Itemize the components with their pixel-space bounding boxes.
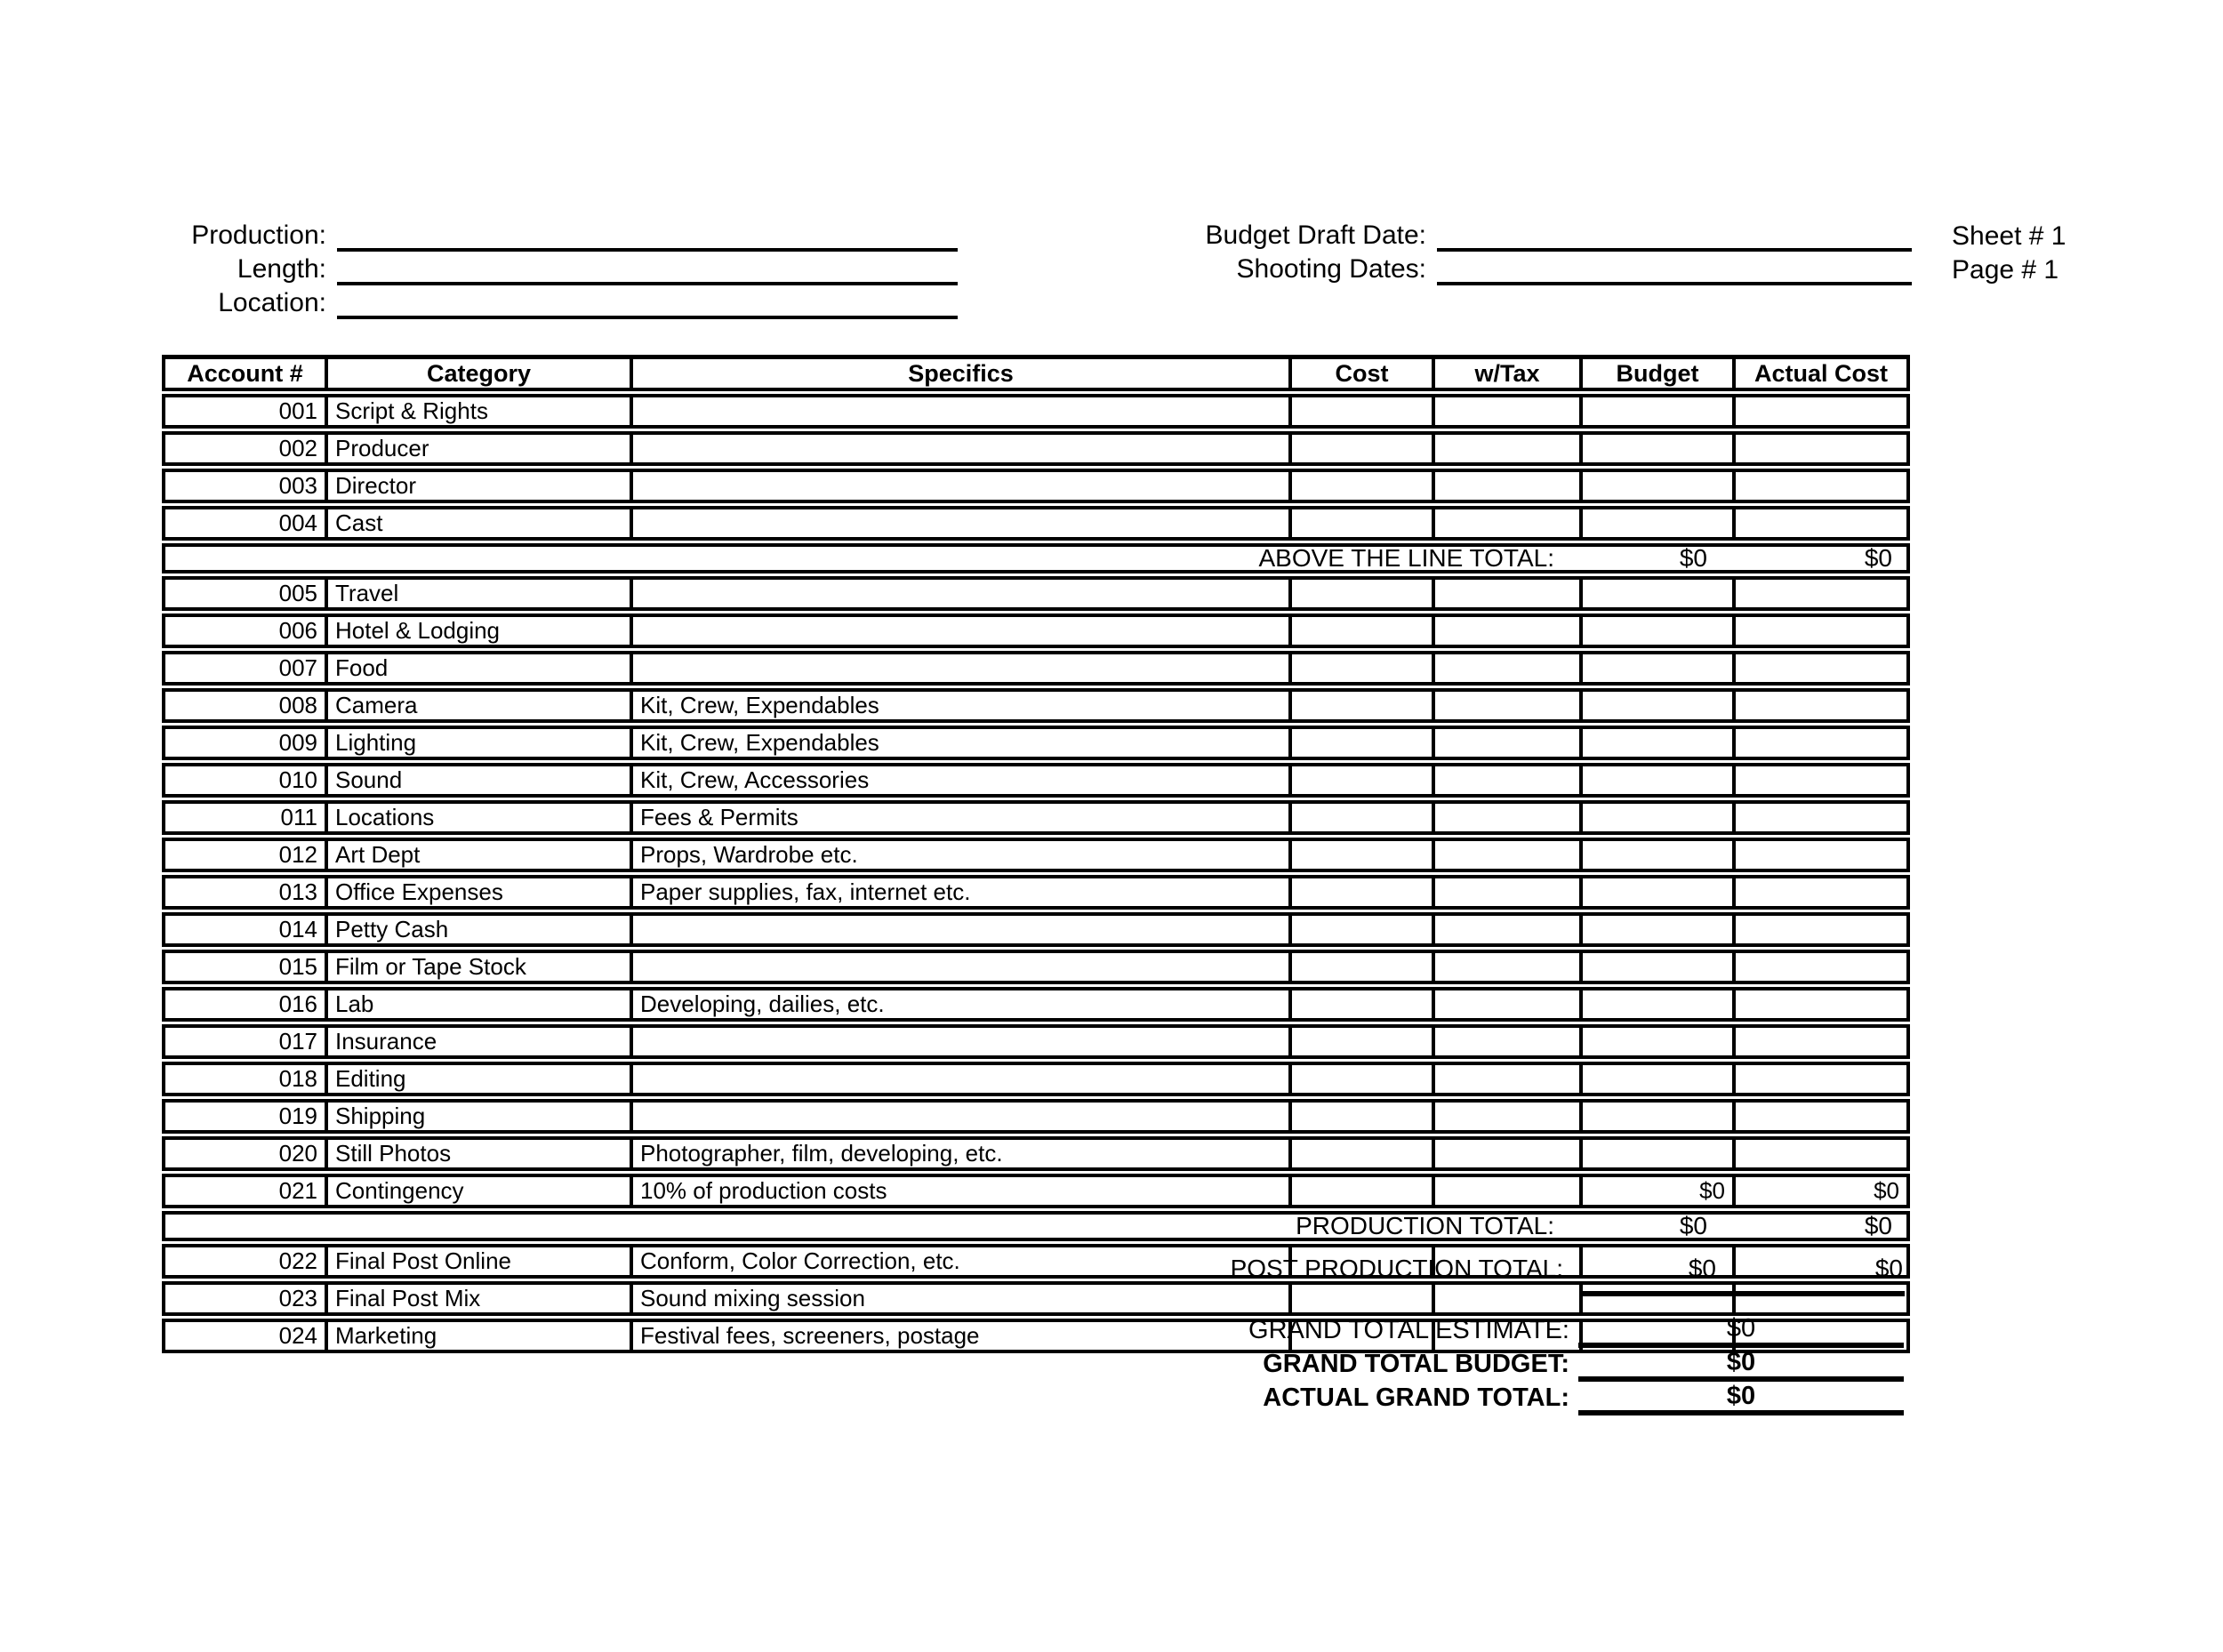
specifics-cell <box>633 613 1292 648</box>
cost-cell <box>1292 912 1435 947</box>
budget-cell <box>1583 613 1736 648</box>
budget-cell <box>1583 1024 1736 1059</box>
specifics-cell: Kit, Crew, Expendables <box>633 726 1292 760</box>
table-row-006 <box>162 613 1910 648</box>
post-production-total-actual: $0 <box>1874 1255 1903 1282</box>
shooting-dates-field <box>1049 253 1912 287</box>
specifics-cell: Fees & Permits <box>633 800 1292 835</box>
production-total-row <box>162 1211 1910 1241</box>
grand-total-estimate-value: $0 <box>1578 1314 1904 1348</box>
cost-cell <box>1292 950 1435 984</box>
shooting-dates-blank-line <box>1437 253 1912 285</box>
account-number-cell: 006 <box>162 613 328 648</box>
wtax-cell <box>1435 576 1583 611</box>
category-cell: Office Expenses <box>328 875 633 910</box>
post-production-total-budget: $0 <box>1688 1255 1716 1282</box>
budget-cell <box>1583 576 1736 611</box>
actual-cost-cell <box>1736 506 1910 541</box>
account-number-cell: 016 <box>162 987 328 1022</box>
category-cell: Petty Cash <box>328 912 633 947</box>
cost-cell <box>1292 651 1435 686</box>
budget-cell <box>1583 1281 1736 1316</box>
header-right-fields <box>1049 220 1912 287</box>
category-cell: Lighting <box>328 726 633 760</box>
grand-totals-block <box>162 1314 1904 1415</box>
budget-cell <box>1583 506 1736 541</box>
budget-cell <box>1583 800 1736 835</box>
category-cell: Lab <box>328 987 633 1022</box>
table-row-008 <box>162 688 1910 723</box>
table-row-016 <box>162 987 1910 1022</box>
table-row-019 <box>162 1099 1910 1134</box>
actual-cost-cell <box>1736 726 1910 760</box>
sheet-number: Sheet # 1 <box>1952 221 2067 251</box>
column-header-specifics: Specifics <box>633 355 1292 391</box>
specifics-cell: Kit, Crew, Expendables <box>633 688 1292 723</box>
category-cell: Final Post Online <box>328 1244 633 1279</box>
account-number-cell: 015 <box>162 950 328 984</box>
cost-cell <box>1292 838 1435 872</box>
category-cell: Editing <box>328 1062 633 1096</box>
budget-cell <box>1583 726 1736 760</box>
account-number-cell: 013 <box>162 875 328 910</box>
category-cell: Shipping <box>328 1099 633 1134</box>
budget-cell <box>1583 763 1736 798</box>
production-total-cell <box>162 1211 1910 1241</box>
wtax-cell <box>1435 1099 1583 1134</box>
wtax-cell <box>1435 1024 1583 1059</box>
budget-cell <box>1583 651 1736 686</box>
account-number-cell: 022 <box>162 1244 328 1279</box>
post-production-total-underline <box>1579 1291 1905 1296</box>
wtax-cell <box>1435 688 1583 723</box>
production-field <box>182 220 958 253</box>
specifics-cell <box>633 576 1292 611</box>
specifics-cell <box>633 1062 1292 1096</box>
table-row-014 <box>162 912 1910 947</box>
actual-grand-total-label: ACTUAL GRAND TOTAL: <box>1263 1383 1569 1412</box>
budget-draft-date-label: Budget Draft Date: <box>1205 221 1426 250</box>
column-header-actual-cost: Actual Cost <box>1736 355 1910 391</box>
production-total-label: PRODUCTION TOTAL: <box>1296 1212 1554 1239</box>
table-row-002 <box>162 431 1910 466</box>
cost-cell <box>1292 1136 1435 1171</box>
wtax-cell <box>1435 987 1583 1022</box>
table-row-001 <box>162 394 1910 429</box>
budget-cell <box>1583 912 1736 947</box>
specifics-cell: Photographer, film, developing, etc. <box>633 1136 1292 1171</box>
wtax-cell <box>1435 506 1583 541</box>
specifics-cell: Kit, Crew, Accessories <box>633 763 1292 798</box>
actual-cost-cell <box>1736 394 1910 429</box>
actual-cost-cell <box>1736 1062 1910 1096</box>
cost-cell <box>1292 1062 1435 1096</box>
specifics-cell <box>633 431 1292 466</box>
specifics-cell: 10% of production costs <box>633 1174 1292 1208</box>
grand-total-estimate-label: GRAND TOTAL ESTIMATE: <box>1248 1316 1569 1344</box>
actual-cost-cell: $0 <box>1736 1174 1910 1208</box>
actual-cost-cell <box>1736 912 1910 947</box>
cost-cell <box>1292 394 1435 429</box>
category-cell: Film or Tape Stock <box>328 950 633 984</box>
specifics-cell <box>633 651 1292 686</box>
category-cell: Marketing <box>328 1319 633 1353</box>
location-field <box>182 287 958 321</box>
account-number-cell: 001 <box>162 394 328 429</box>
table-row-005 <box>162 576 1910 611</box>
actual-cost-cell <box>1736 576 1910 611</box>
wtax-cell <box>1435 431 1583 466</box>
specifics-cell <box>633 912 1292 947</box>
wtax-cell <box>1435 950 1583 984</box>
sheet-page-block <box>1952 220 2066 287</box>
category-cell: Script & Rights <box>328 394 633 429</box>
account-number-cell: 002 <box>162 431 328 466</box>
account-number-cell: 008 <box>162 688 328 723</box>
category-cell: Producer <box>328 431 633 466</box>
table-row-017 <box>162 1024 1910 1059</box>
account-number-cell: 010 <box>162 763 328 798</box>
length-blank-line <box>337 253 958 285</box>
production-total-budget: $0 <box>1679 1212 1707 1239</box>
account-number-cell: 014 <box>162 912 328 947</box>
wtax-cell <box>1435 838 1583 872</box>
actual-cost-cell <box>1736 1024 1910 1059</box>
account-number-cell: 019 <box>162 1099 328 1134</box>
actual-cost-cell <box>1736 838 1910 872</box>
actual-cost-cell <box>1736 431 1910 466</box>
specifics-cell <box>633 1099 1292 1134</box>
actual-cost-cell <box>1736 875 1910 910</box>
account-number-cell: 021 <box>162 1174 328 1208</box>
grand-total-budget-label: GRAND TOTAL BUDGET: <box>1263 1350 1569 1378</box>
wtax-cell <box>1435 651 1583 686</box>
account-number-cell: 018 <box>162 1062 328 1096</box>
actual-cost-cell <box>1736 1099 1910 1134</box>
above-the-line-total-row <box>162 543 1910 573</box>
actual-cost-cell <box>1736 950 1910 984</box>
wtax-cell <box>1435 800 1583 835</box>
budget-cell <box>1583 1099 1736 1134</box>
shooting-dates-label: Shooting Dates: <box>1236 254 1426 284</box>
cost-cell <box>1292 613 1435 648</box>
budget-cell <box>1583 688 1736 723</box>
wtax-cell <box>1435 1281 1583 1316</box>
length-label: Length: <box>237 254 326 284</box>
column-header-cost: Cost <box>1292 355 1435 391</box>
actual-cost-cell <box>1736 613 1910 648</box>
wtax-cell <box>1435 1062 1583 1096</box>
column-header-budget: Budget <box>1583 355 1736 391</box>
specifics-cell <box>633 1024 1292 1059</box>
wtax-cell <box>1435 726 1583 760</box>
grand-total-budget-value: $0 <box>1578 1348 1904 1382</box>
account-number-cell: 023 <box>162 1281 328 1316</box>
account-number-cell: 011 <box>162 800 328 835</box>
account-number-cell: 024 <box>162 1319 328 1353</box>
category-cell: Sound <box>328 763 633 798</box>
cost-cell <box>1292 800 1435 835</box>
cost-cell <box>1292 763 1435 798</box>
post-production-total-row <box>162 1252 1910 1286</box>
specifics-cell: Props, Wardrobe etc. <box>633 838 1292 872</box>
category-cell: Cast <box>328 506 633 541</box>
budget-table <box>162 352 1910 1356</box>
wtax-cell <box>1435 875 1583 910</box>
specifics-cell: Sound mixing session <box>633 1281 1292 1316</box>
account-number-cell: 012 <box>162 838 328 872</box>
category-cell: Final Post Mix <box>328 1281 633 1316</box>
actual-cost-cell <box>1736 987 1910 1022</box>
specifics-cell: Developing, dailies, etc. <box>633 987 1292 1022</box>
budget-cell <box>1583 875 1736 910</box>
specifics-cell: Conform, Color Correction, etc. <box>633 1244 1292 1279</box>
above-the-line-total-cell <box>162 543 1910 573</box>
table-row-013 <box>162 875 1910 910</box>
budget-cell <box>1583 394 1736 429</box>
location-label: Location: <box>218 288 326 317</box>
table-row-011 <box>162 800 1910 835</box>
cost-cell <box>1292 506 1435 541</box>
location-blank-line <box>337 287 958 319</box>
specifics-cell <box>633 394 1292 429</box>
budget-draft-date-field <box>1049 220 1912 253</box>
actual-cost-cell <box>1736 688 1910 723</box>
budget-cell <box>1583 431 1736 466</box>
category-cell: Food <box>328 651 633 686</box>
budget-cell <box>1583 469 1736 503</box>
cost-cell <box>1292 726 1435 760</box>
cost-cell <box>1292 431 1435 466</box>
specifics-cell <box>633 950 1292 984</box>
budget-cell <box>1583 950 1736 984</box>
actual-cost-cell <box>1736 469 1910 503</box>
table-row-004 <box>162 506 1910 541</box>
account-number-cell: 005 <box>162 576 328 611</box>
production-blank-line <box>337 220 958 252</box>
cost-cell <box>1292 1024 1435 1059</box>
production-label: Production: <box>191 221 326 250</box>
column-header-wtax: w/Tax <box>1435 355 1583 391</box>
length-field <box>182 253 958 287</box>
cost-cell <box>1292 1281 1435 1316</box>
category-cell: Hotel & Lodging <box>328 613 633 648</box>
cost-cell <box>1292 875 1435 910</box>
actual-cost-cell <box>1736 1281 1910 1316</box>
budget-cell <box>1583 1062 1736 1096</box>
cost-cell <box>1292 469 1435 503</box>
cost-cell <box>1292 1174 1435 1208</box>
wtax-cell <box>1435 763 1583 798</box>
account-number-cell: 003 <box>162 469 328 503</box>
header-left-fields <box>182 220 958 321</box>
table-row-007 <box>162 651 1910 686</box>
cost-cell <box>1292 688 1435 723</box>
budget-cell <box>1583 838 1736 872</box>
actual-grand-total-value: $0 <box>1578 1382 1904 1415</box>
table-row-015 <box>162 950 1910 984</box>
account-number-cell: 017 <box>162 1024 328 1059</box>
column-header-account: Account # <box>162 355 328 391</box>
cost-cell <box>1292 987 1435 1022</box>
actual-cost-cell <box>1736 1136 1910 1171</box>
post-production-total-label: POST PRODUCTION TOTAL: <box>1230 1255 1563 1282</box>
grand-total-budget-row <box>162 1348 1904 1382</box>
account-number-cell: 020 <box>162 1136 328 1171</box>
category-cell: Locations <box>328 800 633 835</box>
table-row-018 <box>162 1062 1910 1096</box>
cost-cell <box>1292 576 1435 611</box>
above-the-line-total-label: ABOVE THE LINE TOTAL: <box>1258 544 1554 572</box>
table-row-010 <box>162 763 1910 798</box>
budget-cell: $0 <box>1583 1174 1736 1208</box>
table-header-row <box>162 355 1910 391</box>
category-cell: Art Dept <box>328 838 633 872</box>
table-row-009 <box>162 726 1910 760</box>
budget-draft-date-blank-line <box>1437 220 1912 252</box>
page-number: Page # 1 <box>1952 255 2059 285</box>
actual-grand-total-row <box>162 1382 1904 1415</box>
category-cell: Camera <box>328 688 633 723</box>
actual-cost-cell <box>1736 763 1910 798</box>
budget-cell <box>1583 987 1736 1022</box>
specifics-cell <box>633 469 1292 503</box>
category-cell: Still Photos <box>328 1136 633 1171</box>
category-cell: Director <box>328 469 633 503</box>
category-cell: Contingency <box>328 1174 633 1208</box>
actual-cost-cell <box>1736 651 1910 686</box>
table-row-020 <box>162 1136 1910 1171</box>
column-header-category: Category <box>328 355 633 391</box>
account-number-cell: 004 <box>162 506 328 541</box>
category-cell: Travel <box>328 576 633 611</box>
wtax-cell <box>1435 1174 1583 1208</box>
cost-cell <box>1292 1099 1435 1134</box>
production-total-actual: $0 <box>1864 1212 1892 1239</box>
above-the-line-total-actual: $0 <box>1864 544 1892 572</box>
above-the-line-total-budget: $0 <box>1679 544 1707 572</box>
specifics-cell: Paper supplies, fax, internet etc. <box>633 875 1292 910</box>
table-row-023 <box>162 1281 1910 1316</box>
table-row-003 <box>162 469 1910 503</box>
table-row-012 <box>162 838 1910 872</box>
specifics-cell: Festival fees, screeners, postage <box>633 1319 1292 1353</box>
wtax-cell <box>1435 394 1583 429</box>
wtax-cell <box>1435 1136 1583 1171</box>
account-number-cell: 009 <box>162 726 328 760</box>
account-number-cell: 007 <box>162 651 328 686</box>
wtax-cell <box>1435 469 1583 503</box>
wtax-cell <box>1435 613 1583 648</box>
wtax-cell <box>1435 912 1583 947</box>
budget-cell <box>1583 1136 1736 1171</box>
table-row-021 <box>162 1174 1910 1208</box>
specifics-cell <box>633 506 1292 541</box>
category-cell: Insurance <box>328 1024 633 1059</box>
actual-cost-cell <box>1736 800 1910 835</box>
grand-total-estimate-row <box>162 1314 1904 1348</box>
